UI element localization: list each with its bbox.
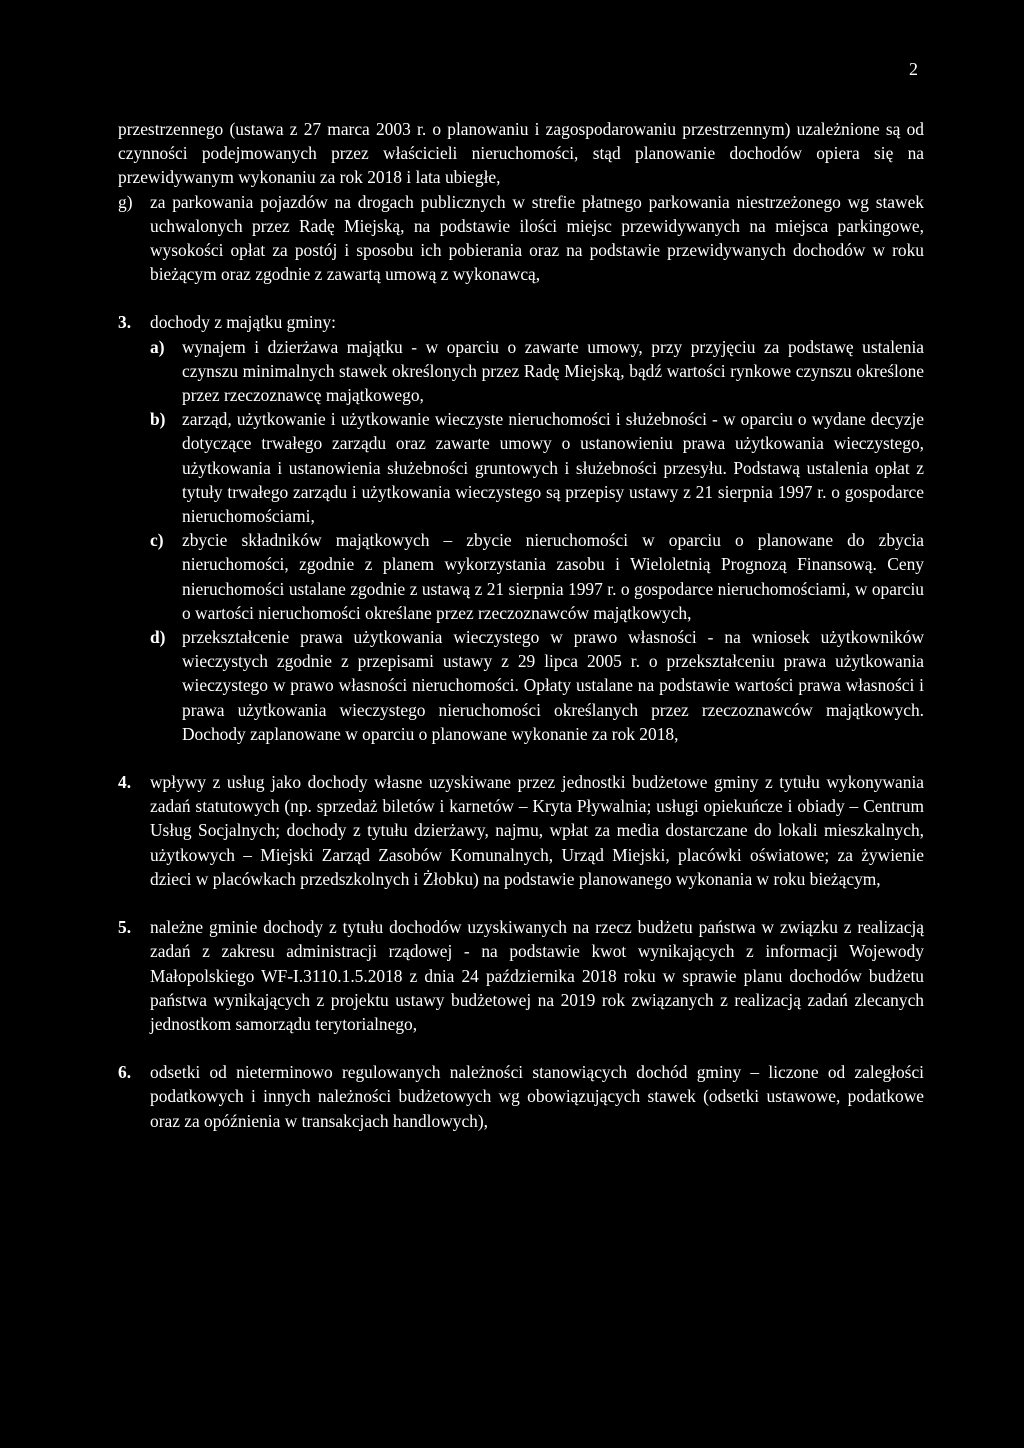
section-3-number: 3. [118, 312, 132, 333]
section-4 [118, 770, 924, 891]
list-marker-c: c) [150, 530, 164, 551]
list-item-d [150, 625, 924, 746]
list-item-d-text: przekształcenie prawa użytkowania wieczystego w prawo własności - na wniosek użytkowników wieczystych zgodnie z przepisami ustawy z 29 lipca 2005 r. o przekształceniu prawa użytkowania wieczystego w prawo własności nieruchomości. Opłaty ustalane na podstawie wartości prawa własności i prawa użytkowania wieczystego nieruchomości określanych przez rzeczoznawców majątkowych. Dochody zaplanowane w oparciu o planowane wykonanie za rok 2018, [182, 627, 924, 744]
section-6-text: odsetki od nieterminowo regulowanych należności stanowiących dochód gminy – liczone od zaległości podatkowych i innych należności budżetowych wg obowiązujących stawek (odsetki ustawowe, podatkowe oraz za opóźnienia w transakcjach handlowych), [150, 1062, 924, 1131]
intro-paragraph: przestrzennego (ustawa z 27 marca 2003 r. o planowaniu i zagospodarowaniu przestrzennym) uzależnione są od czynności podejmowanych przez właścicieli nieruchomości, stąd planowanie dochodów opiera się na przewidywanym wykonaniu za rok 2018 i lata ubiegłe, [118, 119, 924, 188]
list-item-g [118, 190, 924, 287]
list-item-a-text: wynajem i dzierżawa majątku - w oparciu o zawarte umowy, przy przyjęciu za podstawę ustalenia czynszu minimalnych stawek określonych przez Radę Miejską, bądź wartości rynkowe czynszu określone przez rzeczoznawcę majątkowego, [182, 336, 924, 406]
page-number: 2 [909, 59, 918, 79]
list-marker-b: b) [150, 409, 166, 430]
list-marker-g: g) [118, 191, 133, 212]
list-item-c [150, 528, 924, 625]
list-item-b-text: zarząd, użytkowanie i użytkowanie wieczyste nieruchomości i służebności - w oparciu o wydane decyzje dotyczące trwałego zarządu oraz zawarte umowy o ustanowieniu prawa użytkowania wieczystego, użytkowania i ustanowienia służebności gruntowych i służebności przesyłu. Podstawą ustalenia opłat z tytuły trwałego zarządu i użytkowania wieczystego są przepisy ustawy z 21 sierpnia 1997 r. o gospodarce nieruchomościami, [182, 409, 924, 527]
section-4-text: wpływy z usług jako dochody własne uzyskiwane przez jednostki budżetowe gminy z tytułu wykonywania zadań statutowych (np. sprzedaż biletów i karnetów – Kryta Pływalnia; usługi opiekuńcze i obiady – Centrum Usług Socjalnych; dochody z tytułu dzierżawy, najmu, wpłat za media dostarczane do lokali mieszkalnych, użytkowych – Miejski Zarząd Zasobów Komunalnych, Urząd Miejski, placówki oświatowe; za żywienie dzieci w placówkach przedszkolnych i Żłobku) na podstawie planowanego wykonania w roku bieżącym, [150, 772, 924, 889]
section-5 [118, 915, 924, 1036]
section-3-heading: dochody z majątku gminy: [150, 312, 336, 333]
section-6 [118, 1060, 924, 1133]
section-5-text: należne gminie dochody z tytułu dochodów uzyskiwanych na rzecz budżetu państwa w związku z realizacją zadań z zakresu administracji rządowej - na podstawie kwot wynikających z informacji Wojewody Małopolskiego WF-I.3110.1.5.2018 z dnia 24 października 2018 roku w sprawie planu dochodów budżetu państwa wynikających z projektu ustawy budżetowej na 2019 rok związanych z realizacją zadań zlecanych jednostkom samorządu terytorialnego, [150, 917, 924, 1034]
list-marker-a: a) [150, 336, 165, 357]
list-marker-d: d) [150, 627, 166, 648]
section-4-number: 4. [118, 772, 132, 793]
section-3 [118, 310, 924, 746]
section-5-number: 5. [118, 917, 132, 938]
document-body [118, 117, 924, 1133]
list-item-g-text: za parkowania pojazdów na drogach publicznych w strefie płatnego parkowania niestrzeżonego wg stawek uchwalonych przez Radę Miejską, na podstawie ilości miejsc przewidywanych na miejsca parkingowe, wysokości opłat za postój i sposobu ich pobierania oraz na podstawie przewidywanych dochodów w roku bieżącym oraz zgodnie z zawartą umową z wykonawcą, [150, 191, 924, 285]
list-item-b [150, 407, 924, 528]
section-6-number: 6. [118, 1062, 132, 1083]
list-item-a [150, 335, 924, 408]
list-item-c-text: zbycie składników majątkowych – zbycie nieruchomości w oparciu o planowane do zbycia nieruchomości, zgodnie z planem wykorzystania zasobu i Wieloletnią Prognozą Finansową. Ceny nieruchomości ustalane zgodnie z ustawą z 21 sierpnia 1997 r. o gospodarce nieruchomościami, w oparciu o wartości nieruchomości określane przez rzeczoznawców majątkowych, [182, 530, 924, 623]
